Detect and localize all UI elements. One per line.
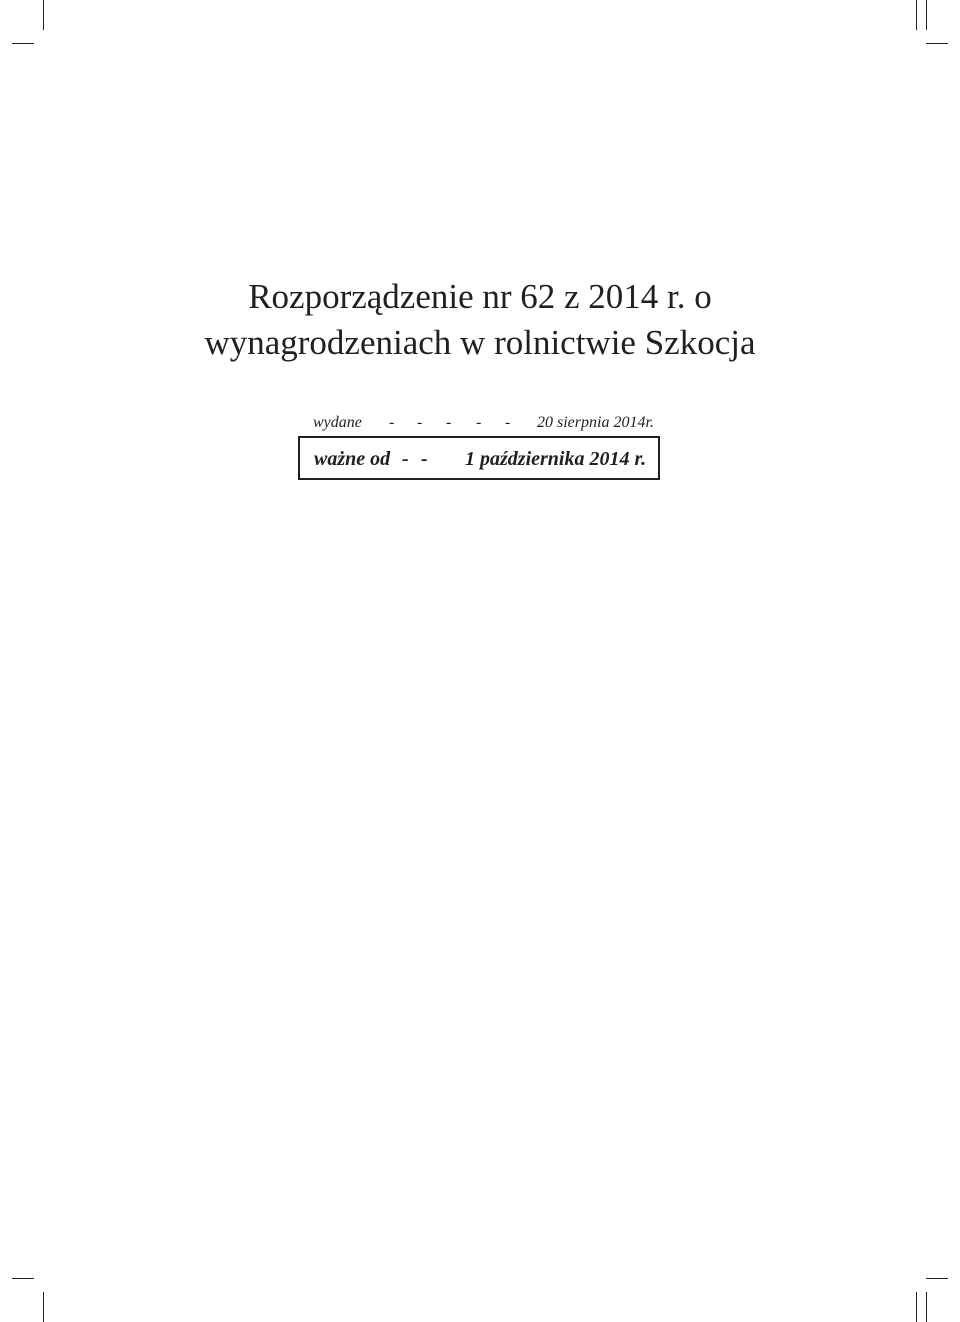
crop-mark-top-left-vertical [43,0,44,30]
crop-mark-bottom-left-vertical [43,1292,44,1322]
issued-dash: - [417,414,423,431]
crop-mark-top-right-vertical [916,0,917,30]
crop-mark-bottom-left-horizontal [12,1278,34,1279]
issued-label: wydane [313,414,362,431]
valid-from-date: 1 października 2014 r. [465,448,647,470]
crop-mark-bottom-right-horizontal [926,1278,948,1279]
crop-mark-top-left-horizontal [12,43,34,44]
issued-date: 20 sierpnia 2014r. [537,414,654,431]
valid-from-dash: - [402,448,409,470]
crop-mark-bottom-right-vertical-2 [926,1292,927,1322]
issued-dash: - [389,414,395,431]
document-title-line-1: Rozporządzenie nr 62 z 2014 r. o [248,277,712,316]
issued-dash: - [446,414,452,431]
valid-from-box [298,436,660,480]
valid-from-label: ważne od [314,448,391,470]
issued-dash: - [505,414,511,431]
crop-mark-top-right-horizontal [926,43,948,44]
crop-mark-bottom-right-vertical [916,1292,917,1322]
valid-from-dash: - [421,448,428,470]
crop-mark-top-right-vertical-2 [926,0,927,30]
document-title-line-2: wynagrodzeniach w rolnictwie Szkocja [204,323,756,362]
issued-dash: - [476,414,482,431]
